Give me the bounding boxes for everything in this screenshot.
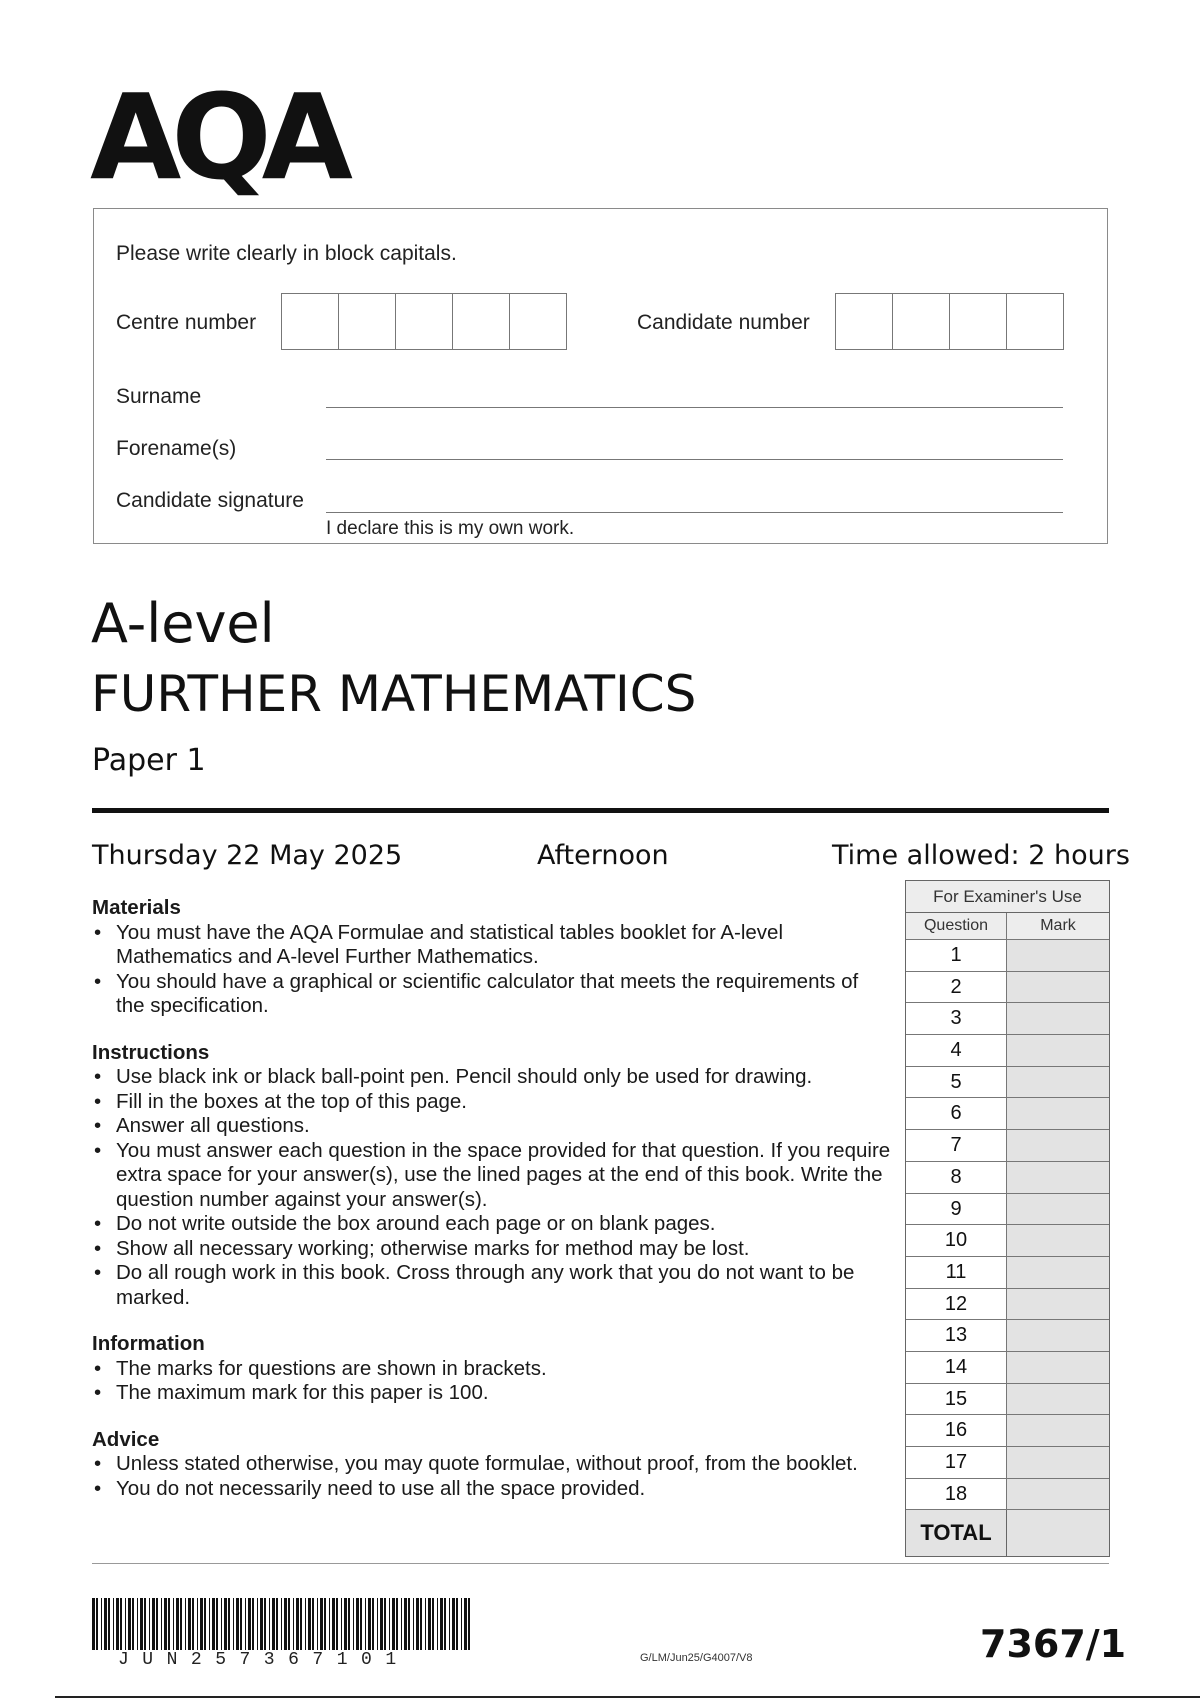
barcode-bar xyxy=(180,1598,182,1650)
forenames-line[interactable] xyxy=(326,459,1063,460)
barcode-bar xyxy=(425,1598,426,1650)
barcode-bar xyxy=(161,1598,162,1650)
centre-number-label: Centre number xyxy=(116,311,257,334)
barcode-bar xyxy=(420,1598,422,1650)
barcode-bar xyxy=(452,1598,455,1650)
materials-section xyxy=(92,896,892,1019)
signature-line[interactable] xyxy=(326,512,1063,513)
question-number-cell: 1 xyxy=(906,940,1007,971)
barcode-bar xyxy=(233,1598,234,1650)
candidate-number-digit[interactable] xyxy=(893,294,950,349)
question-number-cell: 3 xyxy=(906,1003,1007,1034)
information-section xyxy=(92,1332,892,1406)
title-divider xyxy=(92,808,1109,813)
barcode-bar xyxy=(456,1598,458,1650)
barcode-bar xyxy=(416,1598,419,1650)
barcode-bar xyxy=(312,1598,314,1650)
barcode-bar xyxy=(344,1598,347,1650)
barcode-bar xyxy=(185,1598,186,1650)
barcode-bar xyxy=(252,1598,254,1650)
barcode-bar xyxy=(276,1598,278,1650)
signature-label: Candidate signature xyxy=(116,489,304,512)
barcode-bar xyxy=(404,1598,407,1650)
question-number-cell: 12 xyxy=(906,1289,1007,1320)
question-number-cell: 5 xyxy=(906,1067,1007,1098)
list-item: • Show all necessary working; otherwise marks for method may be lost. xyxy=(92,1237,892,1262)
barcode-bar xyxy=(396,1598,398,1650)
barcode-bar xyxy=(144,1598,146,1650)
barcode-bar xyxy=(192,1598,194,1650)
mark-cell[interactable] xyxy=(1007,1479,1109,1510)
barcode-bar xyxy=(212,1598,215,1650)
list-item: • Do all rough work in this book. Cross through any work that you do not want to be marked. xyxy=(92,1261,892,1310)
table-row xyxy=(906,940,1109,972)
mark-cell[interactable] xyxy=(1007,1098,1109,1129)
mark-cell[interactable] xyxy=(1007,1384,1109,1415)
examiner-table-title: For Examiner's Use xyxy=(906,881,1109,913)
aqa-logo: AQA xyxy=(90,68,343,206)
examiner-marks-table xyxy=(905,880,1110,1557)
barcode-bar xyxy=(108,1598,110,1650)
question-number-cell: 7 xyxy=(906,1130,1007,1161)
qualification-level: A-level xyxy=(91,592,275,655)
table-row xyxy=(906,1003,1109,1035)
barcode-bar xyxy=(305,1598,306,1650)
forenames-label: Forename(s) xyxy=(116,437,237,460)
barcode-bar xyxy=(140,1598,143,1650)
barcode-bar xyxy=(197,1598,198,1650)
table-row xyxy=(906,1098,1109,1130)
barcode-bar xyxy=(468,1598,470,1650)
barcode-bar xyxy=(332,1598,335,1650)
list-item: • Use black ink or black ball-point pen. Pencil should only be used for drawing. xyxy=(92,1065,892,1090)
barcode-bar xyxy=(464,1598,467,1650)
centre-number-digit[interactable] xyxy=(339,294,396,349)
materials-heading: Materials xyxy=(92,896,181,919)
list-item: • The maximum mark for this paper is 100. xyxy=(92,1381,892,1406)
barcode-bar xyxy=(272,1598,275,1650)
paper-number: Paper 1 xyxy=(92,743,206,778)
mark-cell[interactable] xyxy=(1007,1067,1109,1098)
barcode-bar xyxy=(432,1598,434,1650)
barcode-bar xyxy=(137,1598,138,1650)
mark-cell[interactable] xyxy=(1007,1415,1109,1446)
barcode-bar xyxy=(204,1598,206,1650)
barcode-bar xyxy=(284,1598,287,1650)
list-item: • You do not necessarily need to use all the space provided. xyxy=(92,1477,892,1502)
barcode-bar xyxy=(428,1598,431,1650)
table-row xyxy=(906,972,1109,1004)
candidate-number-digit[interactable] xyxy=(1007,294,1063,349)
mark-cell[interactable] xyxy=(1007,1162,1109,1193)
barcode-bar xyxy=(116,1598,119,1650)
centre-number-digit[interactable] xyxy=(282,294,339,349)
mark-cell[interactable] xyxy=(1007,1352,1109,1383)
table-row xyxy=(906,1384,1109,1416)
barcode-bar xyxy=(329,1598,330,1650)
table-row xyxy=(906,1447,1109,1479)
time-allowed: Time allowed: 2 hours xyxy=(832,840,1130,871)
question-number-cell: 18 xyxy=(906,1479,1007,1510)
table-row xyxy=(906,1162,1109,1194)
barcode-bar xyxy=(168,1598,170,1650)
information-heading: Information xyxy=(92,1332,205,1355)
barcode-bar xyxy=(216,1598,218,1650)
question-number-cell: 4 xyxy=(906,1035,1007,1066)
table-row xyxy=(906,1415,1109,1447)
barcode-bar xyxy=(365,1598,366,1650)
barcode-bar xyxy=(128,1598,131,1650)
subject-title: FURTHER MATHEMATICS xyxy=(91,665,697,723)
front-cover-instructions xyxy=(92,896,892,1523)
table-row xyxy=(906,1035,1109,1067)
mark-cell[interactable] xyxy=(1007,1320,1109,1351)
barcode-bar xyxy=(113,1598,114,1650)
list-item: • Answer all questions. xyxy=(92,1114,892,1139)
barcode-bar xyxy=(368,1598,371,1650)
barcode-bar xyxy=(152,1598,155,1650)
question-number-cell: 17 xyxy=(906,1447,1007,1478)
mark-cell[interactable] xyxy=(1007,1003,1109,1034)
examiner-table-header-row xyxy=(906,913,1109,940)
table-row xyxy=(906,1320,1109,1352)
barcode-bar xyxy=(353,1598,354,1650)
barcode-bar xyxy=(101,1598,102,1650)
advice-section xyxy=(92,1428,892,1502)
question-number-cell: 6 xyxy=(906,1098,1007,1129)
paper-code: 7367/1 xyxy=(980,1622,1127,1666)
barcode-bar xyxy=(348,1598,350,1650)
barcode-bar xyxy=(372,1598,374,1650)
barcode-bar xyxy=(240,1598,242,1650)
centre-number-digit[interactable] xyxy=(510,294,566,349)
mark-cell[interactable] xyxy=(1007,1257,1109,1288)
question-number-cell: 16 xyxy=(906,1415,1007,1446)
block-capitals-instruction: Please write clearly in block capitals. xyxy=(116,242,457,265)
list-item: • You must answer each question in the space provided for that question. If you require extra space for your answer(s), use the lined pages at the end of this book. Write the question number against your answer(s). xyxy=(92,1139,892,1213)
barcode-bar xyxy=(341,1598,342,1650)
barcode-bar xyxy=(173,1598,174,1650)
advice-heading: Advice xyxy=(92,1427,160,1451)
mark-cell[interactable] xyxy=(1007,972,1109,1003)
surname-label: Surname xyxy=(116,385,202,408)
barcode-bar xyxy=(264,1598,266,1650)
table-row xyxy=(906,1194,1109,1226)
barcode-bar xyxy=(96,1598,98,1650)
barcode-bar xyxy=(221,1598,222,1650)
list-item: • The marks for questions are shown in brackets. xyxy=(92,1357,892,1382)
instructions-section xyxy=(92,1041,892,1311)
mark-cell[interactable] xyxy=(1007,1447,1109,1478)
table-row xyxy=(906,1067,1109,1099)
question-number-cell: 10 xyxy=(906,1225,1007,1256)
table-row xyxy=(906,1479,1109,1511)
candidate-number-label: Candidate number xyxy=(637,311,810,334)
barcode-bar xyxy=(293,1598,294,1650)
candidate-number-boxes[interactable] xyxy=(835,293,1064,350)
list-item: • Fill in the boxes at the top of this page. xyxy=(92,1090,892,1115)
barcode-bar xyxy=(461,1598,462,1650)
question-number-cell: 9 xyxy=(906,1194,1007,1225)
table-row xyxy=(906,1352,1109,1384)
table-row xyxy=(906,1289,1109,1321)
list-item: • Do not write outside the box around each page or on blank pages. xyxy=(92,1212,892,1237)
barcode-bar xyxy=(444,1598,446,1650)
instructions-heading: Instructions xyxy=(92,1040,210,1064)
barcode-bar xyxy=(377,1598,378,1650)
barcode-bar xyxy=(384,1598,386,1650)
candidate-details-box xyxy=(93,208,1108,544)
question-number-cell: 8 xyxy=(906,1162,1007,1193)
barcode-bar xyxy=(300,1598,302,1650)
barcode-bar xyxy=(392,1598,395,1650)
barcode-bar xyxy=(245,1598,246,1650)
barcode-bar xyxy=(324,1598,326,1650)
barcode-bar xyxy=(296,1598,299,1650)
exam-date: Thursday 22 May 2025 xyxy=(92,840,403,871)
barcode-bar xyxy=(408,1598,410,1650)
barcode-bar xyxy=(440,1598,443,1650)
table-row xyxy=(906,1130,1109,1162)
barcode-bar xyxy=(360,1598,362,1650)
barcode-bar xyxy=(236,1598,239,1650)
question-column-header: Question xyxy=(906,913,1007,939)
barcode-bar xyxy=(176,1598,179,1650)
barcode-bar xyxy=(120,1598,122,1650)
mark-column-header: Mark xyxy=(1007,913,1109,939)
barcode-bar xyxy=(228,1598,230,1650)
mark-cell[interactable] xyxy=(1007,1289,1109,1320)
barcode-bar xyxy=(269,1598,270,1650)
list-item: • You should have a graphical or scientific calculator that meets the requirements of the specification. xyxy=(92,970,892,1019)
declaration-text: I declare this is my own work. xyxy=(326,518,575,539)
barcode-bar xyxy=(281,1598,282,1650)
page-bottom-rule xyxy=(55,1696,1200,1698)
mark-cell[interactable] xyxy=(1007,1130,1109,1161)
mark-cell[interactable] xyxy=(1007,1194,1109,1225)
candidate-number-digit[interactable] xyxy=(950,294,1007,349)
barcode-bar xyxy=(200,1598,203,1650)
barcode-bar xyxy=(188,1598,191,1650)
surname-line[interactable] xyxy=(326,407,1063,408)
candidate-number-digit[interactable] xyxy=(836,294,893,349)
barcode-bar xyxy=(389,1598,390,1650)
barcode-bar xyxy=(248,1598,251,1650)
barcode-bar xyxy=(104,1598,107,1650)
barcode-bar xyxy=(320,1598,323,1650)
barcode-bar xyxy=(437,1598,438,1650)
barcode-bar xyxy=(336,1598,338,1650)
barcode-bar xyxy=(125,1598,126,1650)
mark-cell[interactable] xyxy=(1007,1225,1109,1256)
centre-number-digit[interactable] xyxy=(453,294,510,349)
question-number-cell: 2 xyxy=(906,972,1007,1003)
barcode-bar xyxy=(260,1598,263,1650)
barcode-bar xyxy=(449,1598,450,1650)
list-item: • You must have the AQA Formulae and statistical tables booklet for A-level Mathematics and A-level Further Mathematics. xyxy=(92,921,892,970)
barcode-bar xyxy=(224,1598,227,1650)
centre-number-boxes[interactable] xyxy=(281,293,567,350)
barcode-bar xyxy=(288,1598,290,1650)
document-reference: G/LM/Jun25/G4007/V8 xyxy=(640,1652,753,1664)
barcode-bar xyxy=(132,1598,134,1650)
question-number-cell: 13 xyxy=(906,1320,1007,1351)
barcode-bar xyxy=(164,1598,167,1650)
list-item: • Unless stated otherwise, you may quote formulae, without proof, from the booklet. xyxy=(92,1452,892,1477)
mark-cell[interactable] xyxy=(1007,940,1109,971)
question-number-cell: 15 xyxy=(906,1384,1007,1415)
table-row xyxy=(906,1257,1109,1289)
barcode-bar xyxy=(413,1598,414,1650)
barcode-bar xyxy=(401,1598,402,1650)
barcode-bar xyxy=(257,1598,258,1650)
total-label: TOTAL xyxy=(906,1510,1007,1556)
total-row xyxy=(906,1510,1109,1556)
barcode-bar xyxy=(209,1598,210,1650)
barcode-bar xyxy=(149,1598,150,1650)
examiner-table-rows xyxy=(906,940,1109,1510)
barcode-text: JUN257367101 xyxy=(118,1650,410,1670)
total-mark-cell[interactable] xyxy=(1007,1510,1109,1556)
question-number-cell: 11 xyxy=(906,1257,1007,1288)
barcode-bar xyxy=(356,1598,359,1650)
barcode-bar xyxy=(317,1598,318,1650)
question-number-cell: 14 xyxy=(906,1352,1007,1383)
mark-cell[interactable] xyxy=(1007,1035,1109,1066)
footer-divider xyxy=(92,1563,1109,1564)
barcode-bar xyxy=(156,1598,158,1650)
barcode xyxy=(92,1598,474,1650)
barcode-bar xyxy=(92,1598,95,1650)
table-row xyxy=(906,1225,1109,1257)
barcode-bar xyxy=(308,1598,311,1650)
barcode-bar xyxy=(380,1598,383,1650)
exam-session: Afternoon xyxy=(537,840,669,871)
centre-number-digit[interactable] xyxy=(396,294,453,349)
